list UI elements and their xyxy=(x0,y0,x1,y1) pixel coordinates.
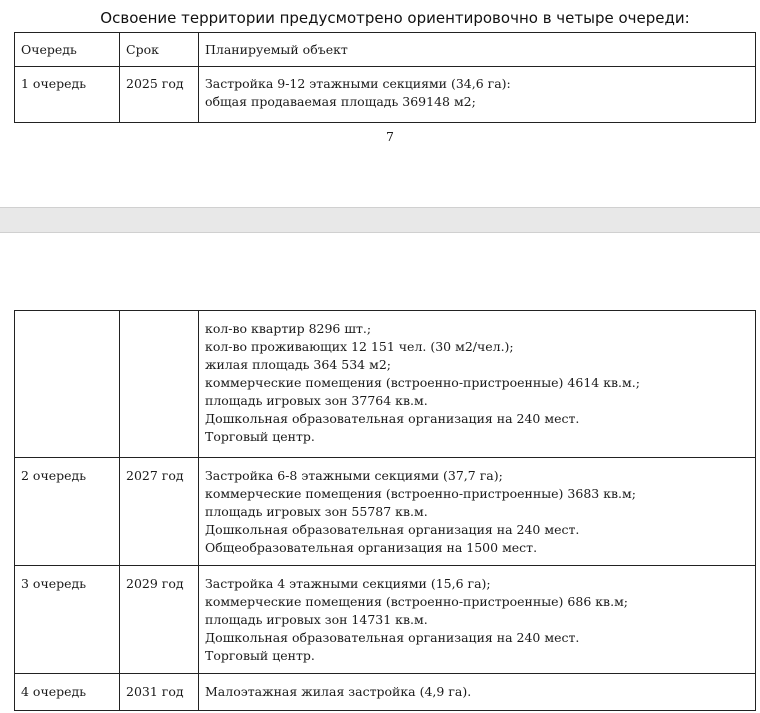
object-cell xyxy=(199,674,756,711)
stages-table-page-2 xyxy=(14,310,756,711)
object-line: Дошкольная образовательная организация на 240 мест. xyxy=(205,411,580,426)
header-object: Планируемый объект xyxy=(199,33,756,67)
year-cell xyxy=(120,311,199,458)
stage-cell xyxy=(15,311,120,458)
object-cell xyxy=(199,458,756,566)
object-line: кол-во квартир 8296 шт.; xyxy=(205,321,372,336)
object-cell xyxy=(199,67,756,123)
table-row xyxy=(15,566,756,674)
object-line: Малоэтажная жилая застройка (4,9 га). xyxy=(205,684,472,699)
object-line: площадь игровых зон 37764 кв.м. xyxy=(205,393,428,408)
table-row xyxy=(15,311,756,458)
object-line: площадь игровых зон 55787 кв.м. xyxy=(205,504,428,519)
table-header-row xyxy=(15,33,756,67)
object-cell xyxy=(199,566,756,674)
stage-cell: 4 очередь xyxy=(15,674,120,711)
table-row xyxy=(15,674,756,711)
stages-table-page-1 xyxy=(14,32,756,123)
object-line: общая продаваемая площадь 369148 м2; xyxy=(205,94,476,109)
year-cell: 2027 год xyxy=(120,458,199,566)
object-line: коммерческие помещения (встроенно-пристроенные) 686 кв.м; xyxy=(205,594,628,609)
object-line: кол-во проживающих 12 151 чел. (30 м2/чел.); xyxy=(205,339,514,354)
object-cell xyxy=(199,311,756,458)
year-cell: 2025 год xyxy=(120,67,199,123)
object-line: жилая площадь 364 534 м2; xyxy=(205,357,391,372)
year-cell: 2031 год xyxy=(120,674,199,711)
object-line: Общеобразовательная организация на 1500 мест. xyxy=(205,540,538,555)
object-line: Застройка 4 этажными секциями (15,6 га); xyxy=(205,576,491,591)
object-line: коммерческие помещения (встроенно-пристроенные) 3683 кв.м; xyxy=(205,486,636,501)
object-line: Торговый центр. xyxy=(205,429,315,444)
object-line: коммерческие помещения (встроенно-пристроенные) 4614 кв.м.; xyxy=(205,375,640,390)
stage-cell: 1 очередь xyxy=(15,67,120,123)
object-line: Торговый центр. xyxy=(205,648,315,663)
object-line: площадь игровых зон 14731 кв.м. xyxy=(205,612,428,627)
page-heading: Освоение территории предусмотрено ориентировочно в четыре очереди: xyxy=(100,9,690,27)
object-line: Дошкольная образовательная организация на 240 мест. xyxy=(205,630,580,645)
table-row xyxy=(15,458,756,566)
table-row xyxy=(15,67,756,123)
year-cell: 2029 год xyxy=(120,566,199,674)
object-line: Дошкольная образовательная организация на 240 мест. xyxy=(205,522,580,537)
header-stage: Очередь xyxy=(15,33,120,67)
header-year: Срок xyxy=(120,33,199,67)
page-number: 7 xyxy=(386,129,394,144)
page-break-separator xyxy=(0,207,760,233)
object-line: Застройка 6-8 этажными секциями (37,7 га); xyxy=(205,468,503,483)
object-line: Застройка 9-12 этажными секциями (34,6 га): xyxy=(205,76,511,91)
stage-cell: 3 очередь xyxy=(15,566,120,674)
stage-cell: 2 очередь xyxy=(15,458,120,566)
